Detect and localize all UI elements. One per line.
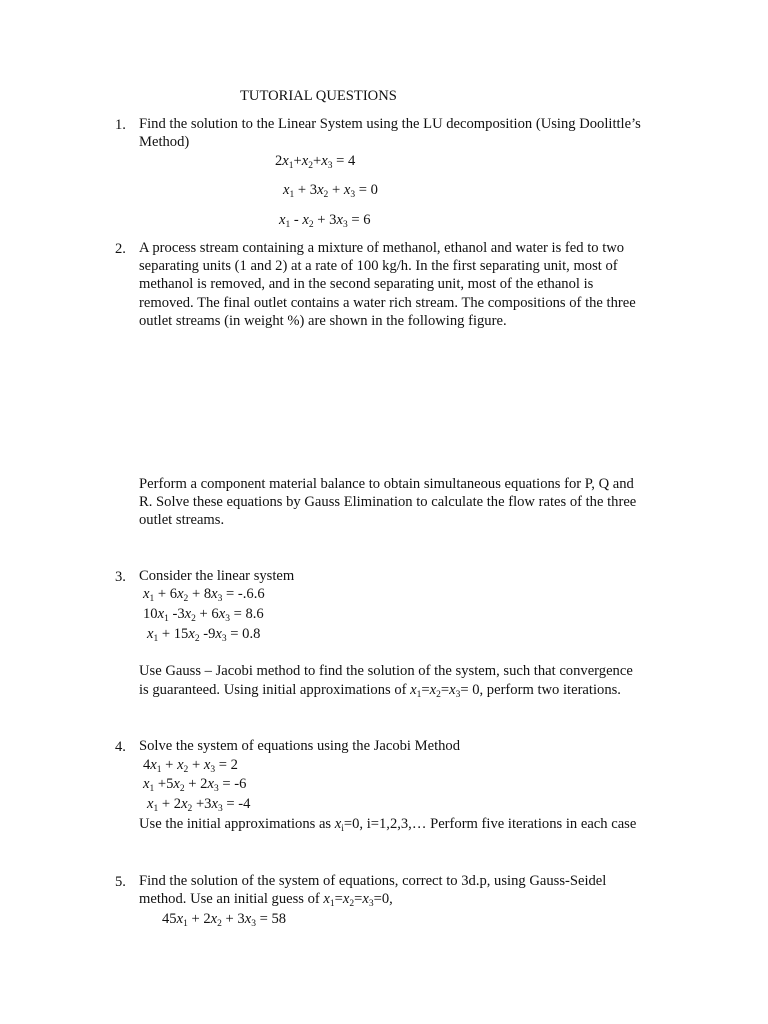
question-3-equation-1: $x_1 + 6x_2 + 8x_3 = -.6.6$ (143, 586, 265, 604)
question-3-text-line-1: Use Gauss – Jacobi method to find the solution of the system, such that convergence (139, 663, 633, 679)
question-3-number: 3. (115, 569, 126, 585)
question-1-text-line-1: Find the solution to the Linear System using the LU decomposition (Using Doolittle’s (139, 116, 641, 132)
page-title: TUTORIAL QUESTIONS (240, 88, 397, 104)
question-3-equation-3: $x_1 + 15x_2$ $-9x_3 = 0.8$ (147, 626, 261, 644)
question-5-text-line-1: Find the solution of the system of equations, correct to 3d.p, using Gauss-Seidel (139, 873, 607, 889)
question-1-text-line-2: Method) (139, 134, 190, 150)
question-2-text-line-3: methanol is removed, and in the second separating unit, most of the ethanol is (139, 276, 594, 292)
question-2-text-line-5: outlet streams (in weight %) are shown in the following figure. (139, 313, 507, 329)
question-4-equation-2: $x_1 +5x_2 + 2x_3 = -6$ (143, 776, 247, 794)
question-5-number: 5. (115, 874, 126, 890)
figure-placeholder (139, 340, 669, 465)
question-2-after-line-1: Perform a component material balance to obtain simultaneous equations for P, Q and (139, 476, 634, 492)
question-4-equation-3: $x_1 + 2x_2 +3x_3 = -4$ (147, 796, 251, 814)
question-4-equation-1: $4x_1 + x_2 + x_3 = 2$ (143, 757, 238, 775)
question-2-text-line-1: A process stream containing a mixture of methanol, ethanol and water is fed to two (139, 240, 625, 256)
question-4-intro: Solve the system of equations using the Jacobi Method (139, 738, 461, 754)
question-2-after-line-3: outlet streams. (139, 512, 225, 528)
question-1-equation-2: $x_1 + 3x_2 + x_3 = 0$ (283, 182, 378, 200)
question-1-equation-3: $x_1 - x_2 + 3x_3 = 6$ (279, 212, 371, 230)
question-2-text-line-2: separating units (1 and 2) at a rate of 100 kg/h. In the first separating unit, most of (139, 258, 618, 274)
question-2-text-line-4: removed. The final outlet contains a water rich stream. The compositions of the three (139, 295, 636, 311)
question-5-text-line-2: method. Use an initial guess of $x_1=x_2=x_3=0$, (139, 891, 393, 909)
question-1-equation-1: $2x_1+x_2+x_3 = 4$ (275, 153, 356, 171)
question-2-number: 2. (115, 241, 126, 257)
question-3-intro: Consider the linear system (139, 568, 295, 584)
question-3-equation-2: $10x_1$ $-3x_2 + 6x_3 = 8.6$ (143, 606, 264, 624)
question-5-equation-1: $45x_1 + 2x_2 + 3x_3 = 58$ (162, 911, 287, 929)
question-2-after-line-2: R. Solve these equations by Gauss Elimination to calculate the flow rates of the three (139, 494, 637, 510)
question-3-text-line-2: is guaranteed. Using initial approximations of $x_1=x_2=x_3= 0$, perform two iterations. (139, 682, 621, 700)
question-4-number: 4. (115, 739, 126, 755)
question-1-number: 1. (115, 117, 126, 133)
question-4-text: Use the initial approximations as $x_i=0$, i=1,2,3,… Perform five iterations in each case (139, 816, 637, 834)
